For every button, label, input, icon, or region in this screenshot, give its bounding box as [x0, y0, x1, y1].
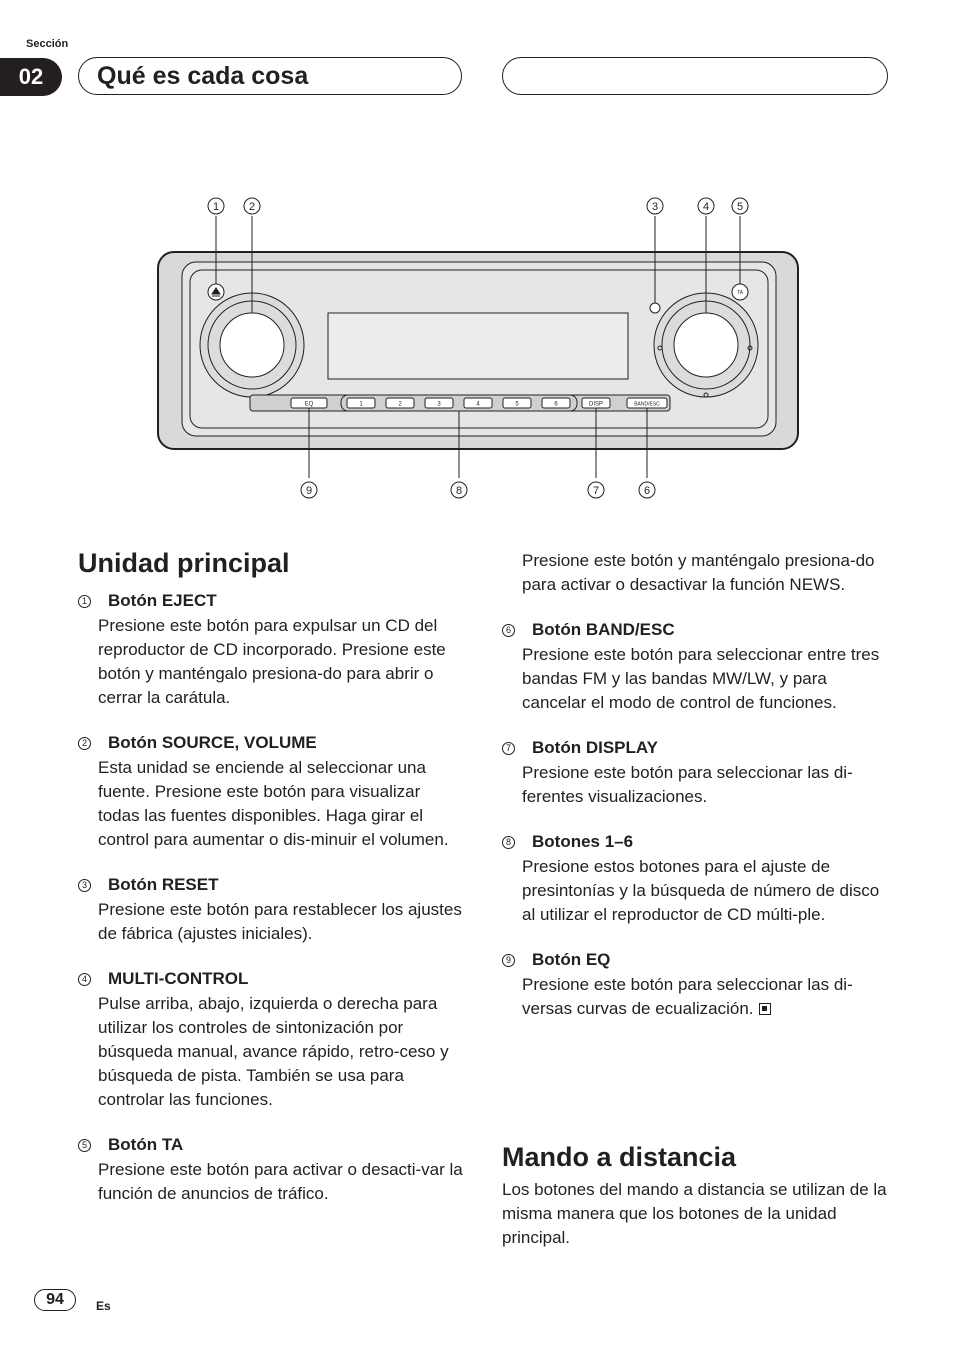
item-title: MULTI-CONTROL: [108, 969, 249, 988]
disp-label: DISP: [588, 401, 604, 408]
item-display: [502, 737, 888, 809]
item-number: 1: [78, 595, 91, 608]
item-title: Botón TA: [108, 1135, 184, 1154]
right-column: [502, 549, 888, 1021]
callout-3: 3: [651, 201, 659, 213]
callout-5: 5: [736, 201, 744, 213]
language-code: Es: [96, 1299, 111, 1313]
display-window: [328, 313, 628, 379]
item-text-body: Presione este botón para seleccionar las di-versas curvas de ecualización.: [522, 975, 853, 1018]
item-source-volume: [78, 732, 466, 852]
heading-mando-a-distancia: Mando a distancia: [502, 1142, 737, 1172]
item-number: 8: [502, 836, 515, 849]
preset-label-3: 3: [437, 401, 441, 408]
page-title: Qué es cada cosa: [78, 57, 462, 95]
left-column: [78, 546, 466, 1206]
item-title: Botón RESET: [108, 875, 219, 894]
item-number: 7: [502, 742, 515, 755]
item-band-esc: [502, 619, 888, 715]
item-text: Esta unidad se enciende al seleccionar una fuente. Presione este botón para visualizar todas las fuentes disponibles. Haga girar el control para aumentar o dis-minuir el volumen.: [98, 758, 449, 849]
item-text: Pulse arriba, abajo, izquierda o derecha para utilizar los controles de sintonización por búsqueda manual, avance rápido, retro-ceso y búsqueda de pista. También se usa para controlar las funciones.: [98, 994, 449, 1109]
item-eq: [502, 949, 888, 1021]
eq-label: EQ: [304, 401, 314, 408]
item-eject: [78, 590, 466, 710]
ta-label: TA: [736, 290, 744, 296]
item-ta: [78, 1134, 466, 1206]
item-title: Botón BAND/ESC: [532, 620, 675, 639]
item-title: Botón EQ: [532, 950, 611, 969]
callout-8: 8: [455, 485, 463, 497]
callout-4: 4: [702, 201, 710, 213]
preset-label-4: 4: [476, 401, 480, 408]
callout-1: 1: [212, 201, 220, 213]
item-text: Presione este botón para seleccionar las di-ferentes visualizaciones.: [522, 763, 853, 806]
end-mark-icon: [759, 1003, 771, 1015]
page-number: 94: [34, 1289, 76, 1311]
item-title: Botón EJECT: [108, 591, 217, 610]
heading-unidad-principal: Unidad principal: [78, 548, 290, 578]
item-title: Botón SOURCE, VOLUME: [108, 733, 317, 752]
reset-button: [650, 303, 660, 313]
item-title: Botón DISPLAY: [532, 738, 658, 757]
device-diagram: [150, 190, 810, 510]
item-text: Presione este botón para expulsar un CD del reproductor de CD incorporado. Presione este botón y manténgalo presiona-do para abrir o cerrar la carátula.: [98, 616, 446, 707]
item-text: Presione este botón para restablecer los ajustes de fábrica (ajustes iniciales).: [98, 900, 462, 943]
band-esc-label: BAND/ESC: [634, 401, 660, 408]
mando-section: [502, 1140, 888, 1250]
item-number: 6: [502, 624, 515, 637]
section-label: Sección: [26, 38, 69, 50]
callout-9: 9: [305, 485, 313, 497]
item-presets: [502, 831, 888, 927]
item-number: 2: [78, 737, 91, 750]
callout-2: 2: [248, 201, 256, 213]
item-text: Presione este botón para seleccionar entre tres bandas FM y las bandas MW/LW, y para cancelar el modo de control de funciones.: [522, 645, 880, 712]
item-number: 3: [78, 879, 91, 892]
header-empty-box: [502, 57, 888, 95]
preset-label-1: 1: [359, 401, 363, 408]
item-title: Botones 1–6: [532, 832, 634, 851]
item-number: 9: [502, 954, 515, 967]
section-number: 02: [0, 58, 62, 96]
item-text: Presione este botón para activar o desacti-var la función de anuncios de tráfico.: [98, 1160, 463, 1203]
callout-6: 6: [643, 485, 651, 497]
item-multi-control: [78, 968, 466, 1112]
item-reset: [78, 874, 466, 946]
ta-continued-text: Presione este botón y manténgalo presiona-do para activar o desactivar la función NEWS.: [522, 551, 875, 594]
preset-label-5: 5: [515, 401, 519, 408]
mando-text: Los botones del mando a distancia se utilizan de la misma manera que los botones de la unidad principal.: [502, 1180, 887, 1247]
item-text: Presione estos botones para el ajuste de presintonías y la búsqueda de número de disco al utilizar el reproductor de CD múlti-ple.: [522, 857, 880, 924]
item-number: 5: [78, 1139, 91, 1152]
preset-label-6: 6: [554, 401, 558, 408]
callout-7: 7: [592, 485, 600, 497]
item-text: [522, 973, 888, 1021]
item-number: 4: [78, 973, 91, 986]
preset-label-2: 2: [398, 401, 402, 408]
